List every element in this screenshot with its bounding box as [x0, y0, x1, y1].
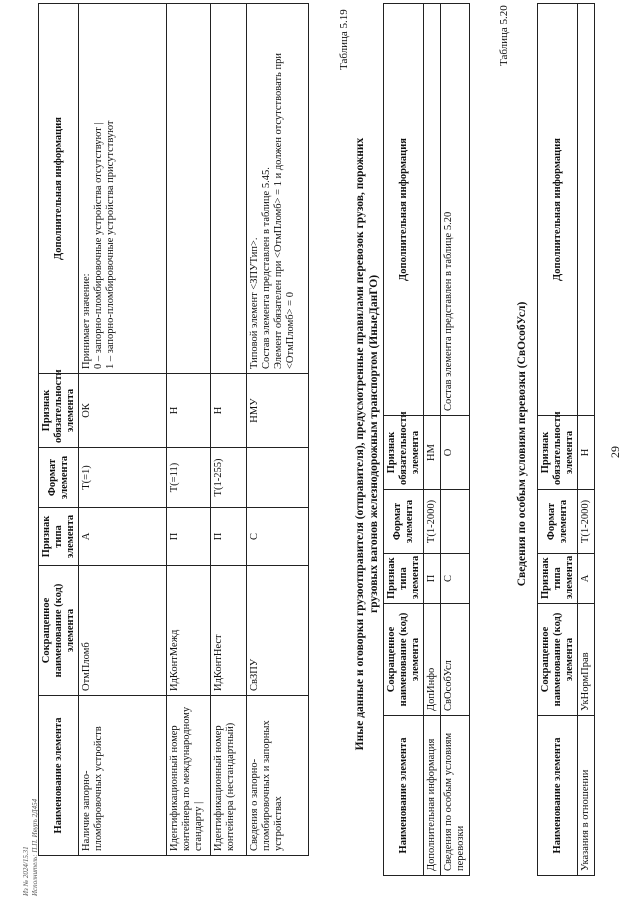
table-cell: Указания в отношении	[578, 716, 595, 876]
column-header: Сокращенное наименование (код) элемента	[384, 604, 424, 716]
column-header: Дополнительная информация	[384, 4, 424, 416]
table-cell: ИдКонтНест	[211, 566, 247, 696]
table-cell: Н	[211, 374, 247, 448]
table-cell: ИдКонтМежд	[167, 566, 211, 696]
table-cell: Т(1-2000)	[424, 490, 441, 554]
table-cell: ДопИнфо	[424, 604, 441, 716]
table-cell: А	[578, 554, 595, 604]
table-label-5-20: Таблица 5.20	[498, 5, 510, 66]
column-header: Дополнительная информация	[538, 4, 578, 416]
table-header-row	[384, 4, 424, 876]
table-cell: Принимает значение: 0 – запорно-пломбировочные устройства отсутствуют | 1 – запорно-пломбировочные устройства присутствуют	[79, 4, 167, 374]
table-cell: Сведения о запорно-пломбировочных и запорных устройствах	[247, 696, 309, 856]
table-cell: Дополнительная информация	[424, 716, 441, 876]
table-cell	[167, 4, 211, 374]
stamp-line: Из № 2024/15.31	[22, 846, 30, 896]
table-row	[79, 4, 167, 856]
table-row	[247, 4, 309, 856]
table-cell	[424, 4, 441, 416]
table-cell: Т(1-2000)	[578, 490, 595, 554]
column-header: Признак обязательности элемента	[384, 416, 424, 490]
table-cell: НМ	[424, 416, 441, 490]
table-cell	[211, 4, 247, 374]
table-row	[578, 4, 595, 876]
table-cell: Н	[167, 374, 211, 448]
table-cell: НМУ	[247, 374, 309, 448]
column-header: Признак типа элемента	[39, 508, 79, 566]
table-label-5-19: Таблица 5.19	[338, 9, 350, 70]
column-header: Формат элемента	[538, 490, 578, 554]
table-cell	[578, 4, 595, 416]
table-cell	[441, 490, 470, 554]
table-cell: С	[441, 554, 470, 604]
table-row	[211, 4, 247, 856]
table-cell: С	[247, 508, 309, 566]
column-header: Наименование элемента	[538, 716, 578, 876]
table-row	[167, 4, 211, 856]
table-cell: Т(1-255)	[211, 448, 247, 508]
table-cell: Т(=11)	[167, 448, 211, 508]
elements-table-continued	[38, 3, 309, 856]
column-header: Признак обязательности элемента	[538, 416, 578, 490]
table-title-5-19: Иные данные и оговорки грузоотправителя (отправителя), предусмотренные правилами перевозок грузов, порожних грузовых вагонов железнодорожным транспортом (ИныеДанГО)	[354, 137, 380, 751]
column-header: Наименование элемента	[39, 696, 79, 856]
column-header: Сокращенное наименование (код) элемента	[39, 566, 79, 696]
page-number: 29	[608, 446, 622, 458]
column-header: Формат элемента	[384, 490, 424, 554]
table-cell: П	[211, 508, 247, 566]
table-header-row	[538, 4, 578, 876]
document-stamp	[22, 799, 40, 896]
table-cell: ОК	[79, 374, 167, 448]
table-cell: Н	[578, 416, 595, 490]
table-header-row	[39, 4, 79, 856]
table-cell: А	[79, 508, 167, 566]
column-header: Наименование элемента	[384, 716, 424, 876]
table-cell: СвОсобУсл	[441, 604, 470, 716]
table-cell: П	[167, 508, 211, 566]
table-cell: Идентификационный номер контейнера по международному стандарту |	[167, 696, 211, 856]
table-cell: О	[441, 416, 470, 490]
table-cell: УкНормПрав	[578, 604, 595, 716]
column-header: Признак типа элемента	[384, 554, 424, 604]
table-cell: Идентификационный номер контейнера (нестандартный)	[211, 696, 247, 856]
column-header: Дополнительная информация	[39, 4, 79, 374]
table-cell: Т(=1)	[79, 448, 167, 508]
table-title-5-20: Сведения по особым условиям перевозки (СвОсобУсл)	[516, 301, 528, 587]
table-row	[424, 4, 441, 876]
column-header: Признак типа элемента	[538, 554, 578, 604]
column-header: Сокращенное наименование (код) элемента	[538, 604, 578, 716]
special-conditions-table	[537, 3, 595, 876]
column-header: Формат элемента	[39, 448, 79, 508]
table-cell: Типовой элемент <ЗПУТип>. Состав элемента представлен в таблице 5.45. Элемент обязателен при <ОтмПломб> = 1 и должен отсутствовать при <ОтмПломб> = 0	[247, 4, 309, 374]
table-row	[441, 4, 470, 876]
column-header: Признак обязательности элемента	[39, 374, 79, 448]
table-cell: ОтмПломб	[79, 566, 167, 696]
table-cell: Состав элемента представлен в таблице 5.20	[441, 4, 470, 416]
table-cell: СвЗПУ	[247, 566, 309, 696]
table-cell	[247, 448, 309, 508]
stamp-line: Исполнитель: П.П. Ивуръ 2Д454	[31, 798, 40, 896]
other-data-table	[383, 3, 470, 876]
table-cell: Сведения по особым условиям перевозки	[441, 716, 470, 876]
table-cell: Наличие запорно-пломбировочных устройств	[79, 696, 167, 856]
table-cell: П	[424, 554, 441, 604]
